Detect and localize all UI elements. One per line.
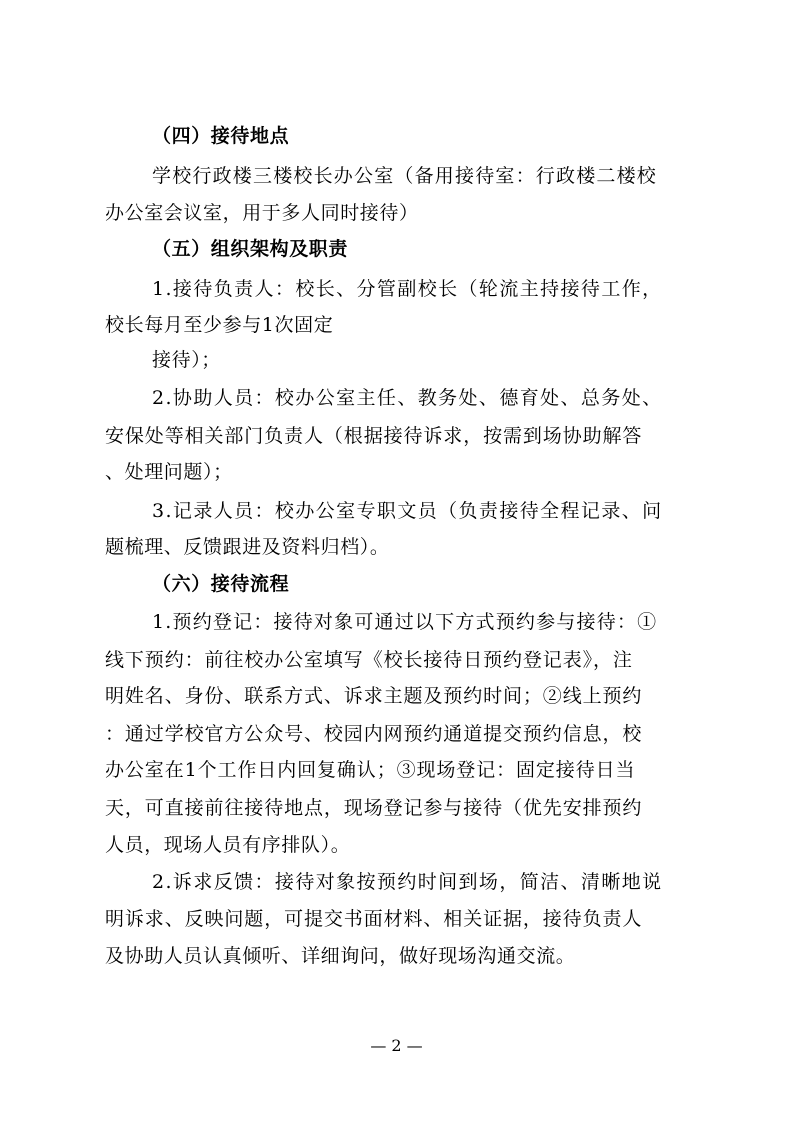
paragraph-line: 2.协助人员：校办公室主任、教务处、德育处、总务处、 [152,387,663,409]
page-number: — 2 — [370,1036,423,1055]
paragraph-line: 接待）； [152,349,221,371]
paragraph-line: 2.诉求反馈：接待对象按预约时间到场，简洁、清晰地说 [152,871,663,893]
paragraph-line: ：通过学校官方公众号、校园内网预约通道提交预约信息，校 [105,723,643,745]
paragraph-line: 及协助人员认真倾听、详细询问，做好现场沟通交流。 [105,945,576,967]
paragraph-line: 学校行政楼三楼校长办公室（备用接待室：行政楼二楼校 [152,165,658,187]
paragraph-line: 安保处等相关部门负责人（根据接待诉求，按需到场协助解答 [105,425,643,447]
paragraph-line: 1.接待负责人：校长、分管副校长（轮流主持接待工作， [152,278,663,300]
paragraph-line: 明诉求、反映问题，可提交书面材料、相关证据，接待负责人 [105,908,643,930]
paragraph-line: 人员，现场人员有序排队）。 [105,834,351,856]
paragraph-line: 1.预约登记：接待对象可通过以下方式预约参与接待：① [152,611,658,633]
paragraph-line: 办公室在1个工作日内回复确认；③现场登记：固定接待日当 [105,759,636,781]
paragraph-line: 明姓名、身份、联系方式、诉求主题及预约时间；②线上预约 [105,685,643,707]
paragraph-line: 线下预约：前往校办公室填写《校长接待日预约登记表》，注 [105,649,633,671]
section-heading-location: （四）接待地点 [152,125,290,147]
paragraph-line: 、处理问题）； [105,461,233,483]
section-heading-organization: （五）组织架构及职责 [152,238,349,260]
paragraph-line: 校长每月至少参与1次固定 [105,314,334,336]
paragraph-line: 题梳理、反馈跟进及资料归档）。 [105,536,390,558]
paragraph-line: 办公室会议室，用于多人同时接待） [105,202,419,224]
section-heading-process: （六）接待流程 [152,573,290,595]
paragraph-line: 天，可直接前往接待地点，现场登记参与接待（优先安排预约 [105,797,643,819]
paragraph-line: 3.记录人员：校办公室专职文员（负责接待全程记录、问 [152,500,663,522]
